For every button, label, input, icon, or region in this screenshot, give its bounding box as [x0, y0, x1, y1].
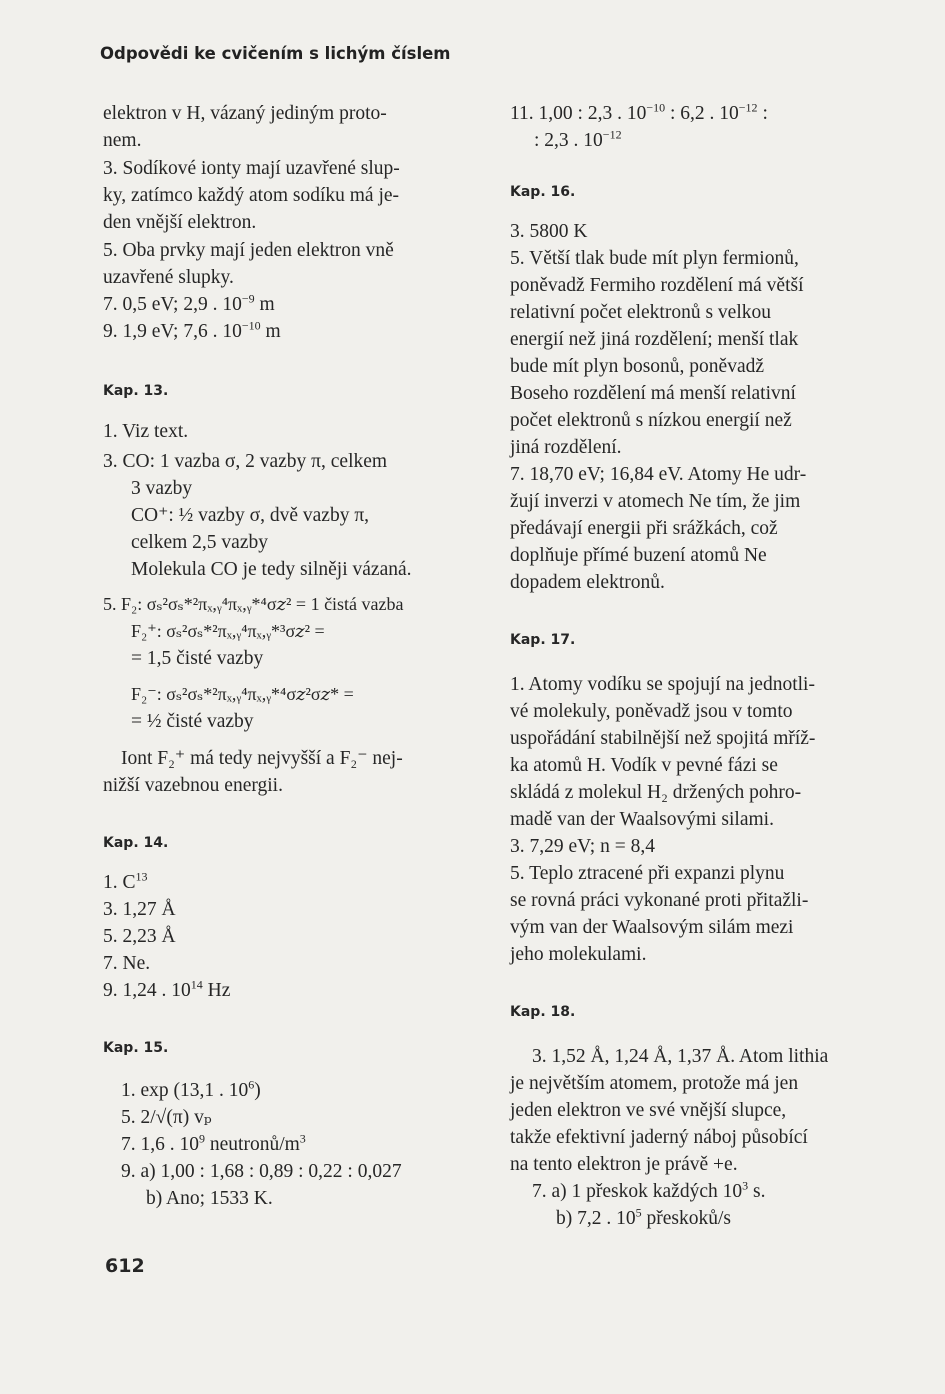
- answer-line: se rovná práci vykonané proti přitažli-: [510, 890, 809, 911]
- answer-line: 1. Atomy vodíku se spojují na jednotli-: [510, 674, 815, 695]
- answer-line: 5. F₂: σₛ²σₛ*²πₓ,ᵧ⁴πₓ,ᵧ*⁴σ𝑧² = 1 čistá vazba: [103, 594, 404, 614]
- left-column: [103, 100, 459, 1212]
- answer-line: : 2,3 . $10^{-12}$: [534, 127, 622, 151]
- answer-line: elektron v H, vázaný jediným proto-: [103, 103, 387, 124]
- answer-line: 1. exp (13,1 . $10^6$): [121, 1077, 261, 1101]
- answer-line: CO⁺: ½ vazby σ, dvě vazby π,: [131, 505, 370, 526]
- answer-line: předávají energii při srážkách, což: [510, 518, 778, 539]
- answer-line: 7. a) 1 přeskok každých $10^3$ s.: [532, 1178, 766, 1202]
- section-heading-kap14: Kap. 14.: [103, 835, 169, 851]
- answer-line: skládá z molekul H₂ držených pohro-: [510, 782, 802, 803]
- answer-line: ka atomů H. Vodík v pevné fázi se: [510, 755, 778, 776]
- answer-line: jeho molekulami.: [510, 944, 647, 965]
- answer-line: 7. 18,70 eV; 16,84 eV. Atomy He udr-: [510, 464, 807, 485]
- answer-line: den vnější elektron.: [103, 212, 257, 233]
- answer-line: Molekula CO je tedy silněji vázaná.: [131, 559, 412, 580]
- answer-line: 3. CO: 1 vazba σ, 2 vazby π, celkem: [103, 451, 388, 472]
- answer-line: celkem 2,5 vazby: [131, 532, 268, 553]
- answer-line: = ½ čisté vazby: [131, 711, 254, 732]
- answer-line: Boseho rozdělení má menší relativní: [510, 383, 796, 404]
- answer-line: poněvadž Fermiho rozdělení má větší: [510, 275, 804, 296]
- answer-line: 3 vazby: [131, 478, 193, 499]
- answer-line: takže efektivní jaderný náboj působící: [510, 1127, 808, 1148]
- answer-line: 5. Větší tlak bude mít plyn fermionů,: [510, 248, 799, 269]
- answer-line: ky, zatímco každý atom sodíku má je-: [103, 185, 400, 206]
- answer-line: dopadem elektronů.: [510, 572, 665, 593]
- answer-line: 3. 7,29 eV; n = 8,4: [510, 836, 655, 857]
- answer-line: 7. Ne.: [103, 953, 151, 974]
- answer-line: 5. 2/√(π) vₚ: [121, 1107, 212, 1128]
- answer-line: 3. Sodíkové ionty mají uzavřené slup-: [103, 158, 400, 179]
- answer-line: 7. 1,6 . $10^9$ neutronů/$m^3$: [121, 1131, 306, 1155]
- answer-line: 11. 1,00 : 2,3 . $10^{-10}$ : 6,2 . $10^{-12}$ :: [510, 100, 768, 124]
- answer-line: energií než jiná rozdělení; menší tlak: [510, 329, 799, 350]
- answer-line: žují inverzi v atomech Ne tím, že jim: [510, 491, 801, 512]
- answer-line: doplňuje přímé buzení atomů Ne: [510, 545, 767, 566]
- answer-line: uspořádání stabilnější než spojitá mříž-: [510, 728, 816, 749]
- answer-line: F₂⁻: σₛ²σₛ*²πₓ,ᵧ⁴πₓ,ᵧ*⁴σ𝑧²σ𝑧* =: [131, 684, 354, 704]
- answer-line: 3. 1,52 Å, 1,24 Å, 1,37 Å. Atom lithia: [532, 1046, 829, 1067]
- answer-line: 5. Oba prvky mají jeden elektron vně: [103, 240, 394, 261]
- answer-line: vým van der Waalsovým silám mezi: [510, 917, 794, 938]
- answer-line: 3. 5800 K: [510, 221, 588, 242]
- answer-line: je největším atomem, protože má jen: [510, 1073, 799, 1094]
- section-heading-kap16: Kap. 16.: [510, 184, 576, 200]
- answer-line: bude mít plyn bosonů, poněvadž: [510, 356, 765, 377]
- answer-line: 5. Teplo ztracené při expanzi plynu: [510, 863, 785, 884]
- answer-line: madě van der Waalsovými silami.: [510, 809, 774, 830]
- section-heading-kap18: Kap. 18.: [510, 1004, 576, 1020]
- answer-line: Iont F₂⁺ má tedy nejvyšší a F₂⁻ nej-: [121, 748, 403, 769]
- answer-line: 7. 0,5 eV; 2,9 . $10^{-9}$ m: [103, 291, 275, 315]
- page-number: 612: [105, 1255, 145, 1277]
- answer-line: = 1,5 čisté vazby: [131, 648, 264, 669]
- answer-line: 5. 2,23 Å: [103, 926, 176, 947]
- answer-line: nižší vazebnou energii.: [103, 775, 283, 796]
- section-heading-kap15: Kap. 15.: [103, 1040, 169, 1056]
- right-column: [510, 100, 866, 1232]
- answer-line: b) 7,2 . $10^5$ přeskoků/s: [556, 1205, 731, 1229]
- answer-line: 9. a) 1,00 : 1,68 : 0,89 : 0,22 : 0,027: [121, 1161, 402, 1182]
- running-head: Odpovědi ke cvičením s lichým číslem: [100, 44, 451, 63]
- answer-line: b) Ano; 1533 K.: [146, 1188, 273, 1209]
- answer-line: 9. 1,24 . $10^{14}$ Hz: [103, 977, 231, 1001]
- answer-line: na tento elektron je právě +e.: [510, 1154, 738, 1175]
- section-heading-kap17: Kap. 17.: [510, 632, 576, 648]
- answer-line: nem.: [103, 130, 142, 151]
- answer-line: F₂⁺: σₛ²σₛ*²πₓ,ᵧ⁴πₓ,ᵧ*³σ𝑧² =: [131, 621, 325, 641]
- answer-line: 1. $C^{13}$: [103, 869, 148, 893]
- answer-line: vé molekuly, poněvadž jsou v tomto: [510, 701, 793, 722]
- answer-line: 1. Viz text.: [103, 421, 189, 442]
- section-heading-kap13: Kap. 13.: [103, 383, 169, 399]
- answer-line: počet elektronů s nízkou energií než: [510, 410, 792, 431]
- answer-line: jiná rozdělení.: [510, 437, 622, 458]
- answer-line: 9. 1,9 eV; 7,6 . $10^{-10}$ m: [103, 318, 281, 342]
- answer-line: jeden elektron ve své vnější slupce,: [510, 1100, 787, 1121]
- answer-line: relativní počet elektronů s velkou: [510, 302, 772, 323]
- answer-line: uzavřené slupky.: [103, 267, 234, 288]
- answer-line: 3. 1,27 Å: [103, 899, 176, 920]
